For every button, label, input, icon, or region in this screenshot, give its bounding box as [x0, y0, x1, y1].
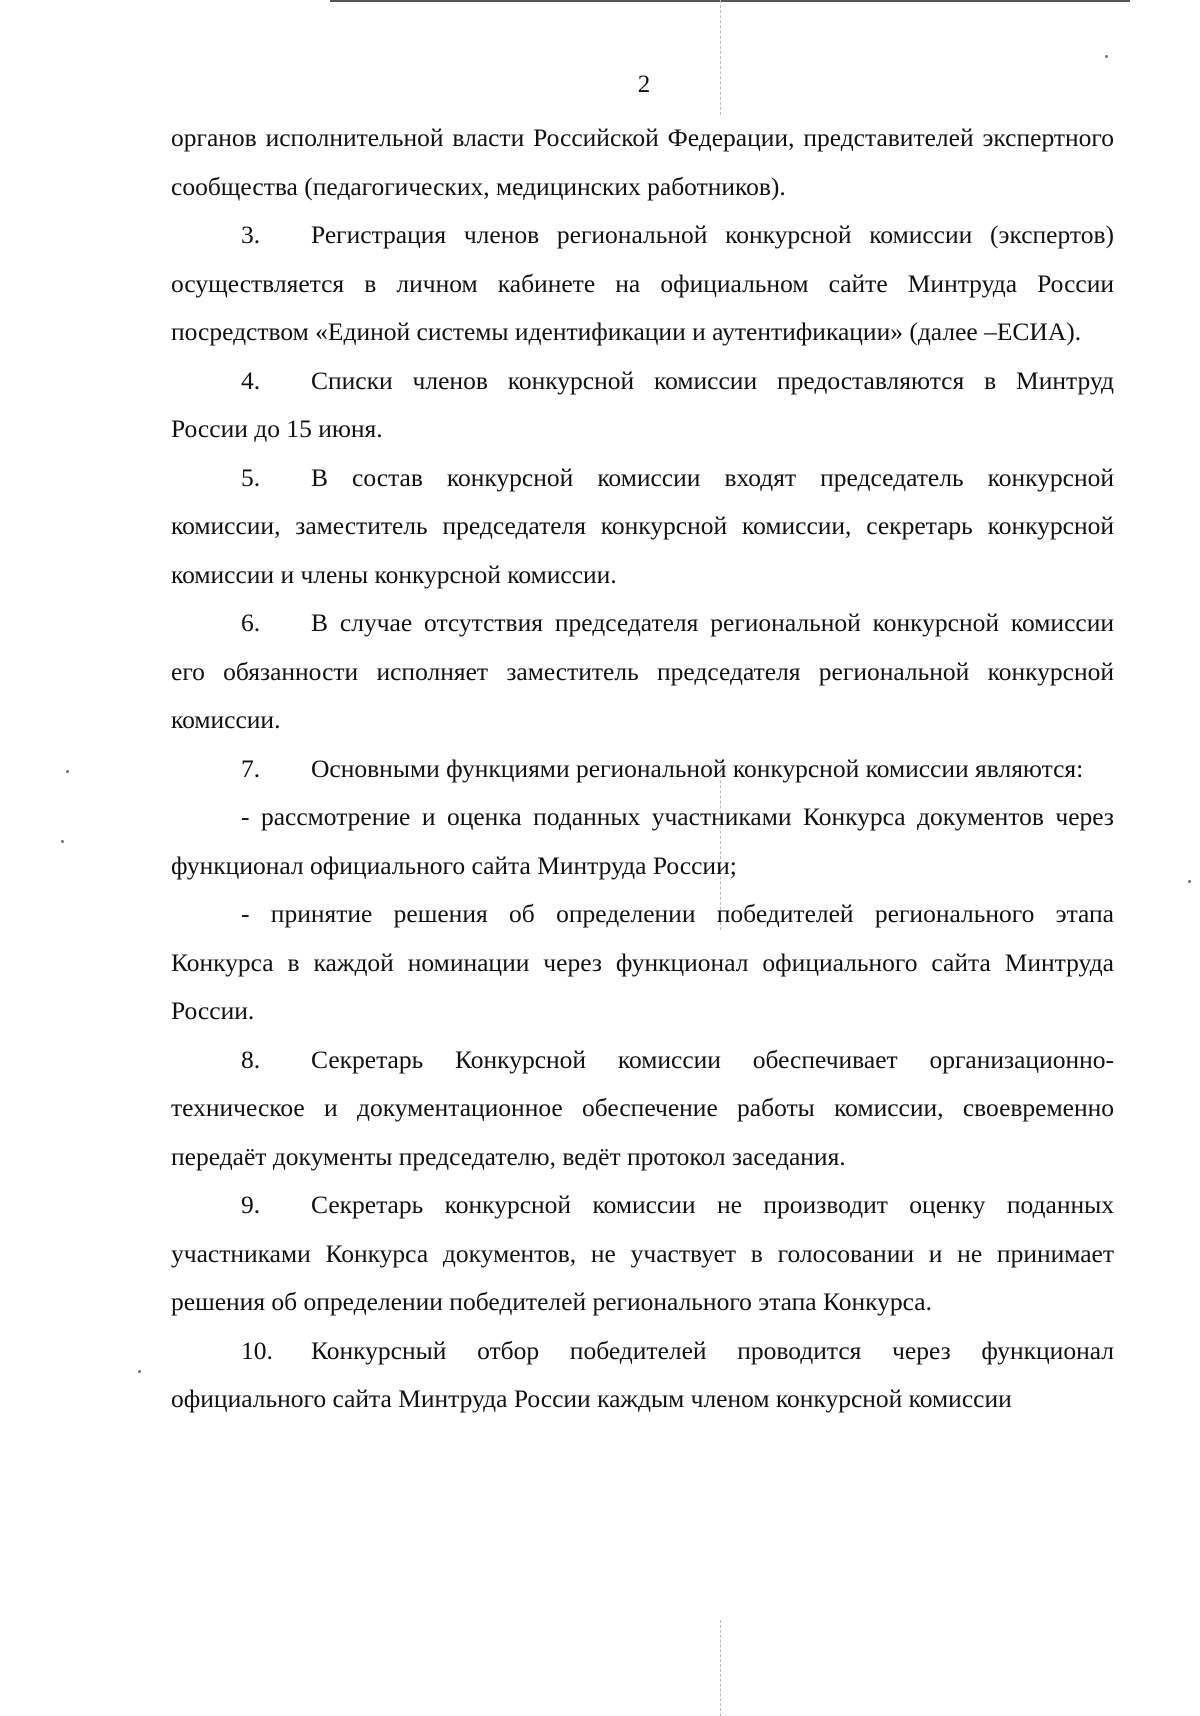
scan-speck — [1105, 55, 1108, 58]
paragraph-number: 8. — [241, 1044, 261, 1074]
paragraph-number: 3. — [241, 220, 261, 249]
paragraph-text: Конкурсный отбор победителей проводится через функционал официального сайта Минтруда России каждым членом конкурсной комиссии — [171, 1335, 1114, 1413]
function-item-review — [171, 793, 1114, 890]
paragraph-6 — [171, 599, 1114, 745]
paragraph-text: Списки членов конкурсной комиссии предоставляются в Минтруд России до 15 июня. — [171, 365, 1114, 443]
paragraph-9 — [171, 1181, 1114, 1327]
scan-top-edge — [330, 0, 1130, 2]
paragraph-number: 5. — [241, 462, 261, 492]
paragraph-3 — [171, 211, 1114, 357]
paragraph-number: 6. — [241, 608, 261, 637]
function-item-decision — [171, 890, 1114, 1036]
paragraph-number: 7. — [241, 753, 261, 783]
paragraph-text: Секретарь Конкурсной комиссии обеспечивает организационно-техническое и документационное обеспечение работы комиссии, своевременно передаёт документы председателю, ведёт протокол заседания. — [171, 1044, 1114, 1171]
paragraph-text: - рассмотрение и оценка поданных участниками Конкурса документов через функционал официального сайта Минтруда России; — [171, 802, 1114, 880]
paragraph-5 — [171, 454, 1114, 600]
paragraph-7 — [171, 745, 1114, 794]
paragraph-10 — [171, 1327, 1114, 1424]
document-body — [171, 114, 1114, 1424]
paragraph-continuation — [171, 114, 1114, 211]
scan-speck — [138, 1370, 141, 1373]
paragraph-4 — [171, 357, 1114, 454]
scan-speck — [61, 840, 64, 843]
paragraph-text: Основными функциями региональной конкурсной комиссии являются: — [311, 753, 1084, 783]
scan-fold-line-bottom — [720, 1620, 721, 1716]
paragraph-text: В случае отсутствия председателя региональной конкурсной комиссии его обязанности исполняет заместитель председателя региональной конкурсной комиссии. — [171, 608, 1114, 734]
scan-speck — [66, 770, 69, 773]
paragraph-text: В состав конкурсной комиссии входят председатель конкурсной комиссии, заместитель председателя конкурсной комиссии, секретарь конкурсной комиссии и члены конкурсной комиссии. — [171, 462, 1114, 589]
paragraph-number: 9. — [241, 1190, 261, 1219]
paragraph-8 — [171, 1036, 1114, 1182]
scan-speck — [1188, 880, 1191, 883]
paragraph-text: Регистрация членов региональной конкурсной комиссии (экспертов) осуществляется в личном кабинете на официальном сайте Минтруда России посредством «Единой системы идентификации и аутентификации» (далее –ЕСИА). — [171, 220, 1114, 346]
paragraph-text: Секретарь конкурсной комиссии не производит оценку поданных участниками Конкурса документов, не участвует в голосовании и не принимает решения об определении победителей регионального этапа Конкурса. — [171, 1190, 1114, 1316]
paragraph-number: 10. — [241, 1335, 273, 1365]
paragraph-text: органов исполнительной власти Российской Федерации, представителей экспертного сообщества (педагогических, медицинских работников). — [171, 123, 1114, 201]
paragraph-number: 4. — [241, 365, 261, 395]
paragraph-text: - принятие решения об определении победителей регионального этапа Конкурса в каждой номинации через функционал официального сайта Минтруда России. — [171, 899, 1114, 1025]
page-number: 2 — [637, 71, 651, 98]
